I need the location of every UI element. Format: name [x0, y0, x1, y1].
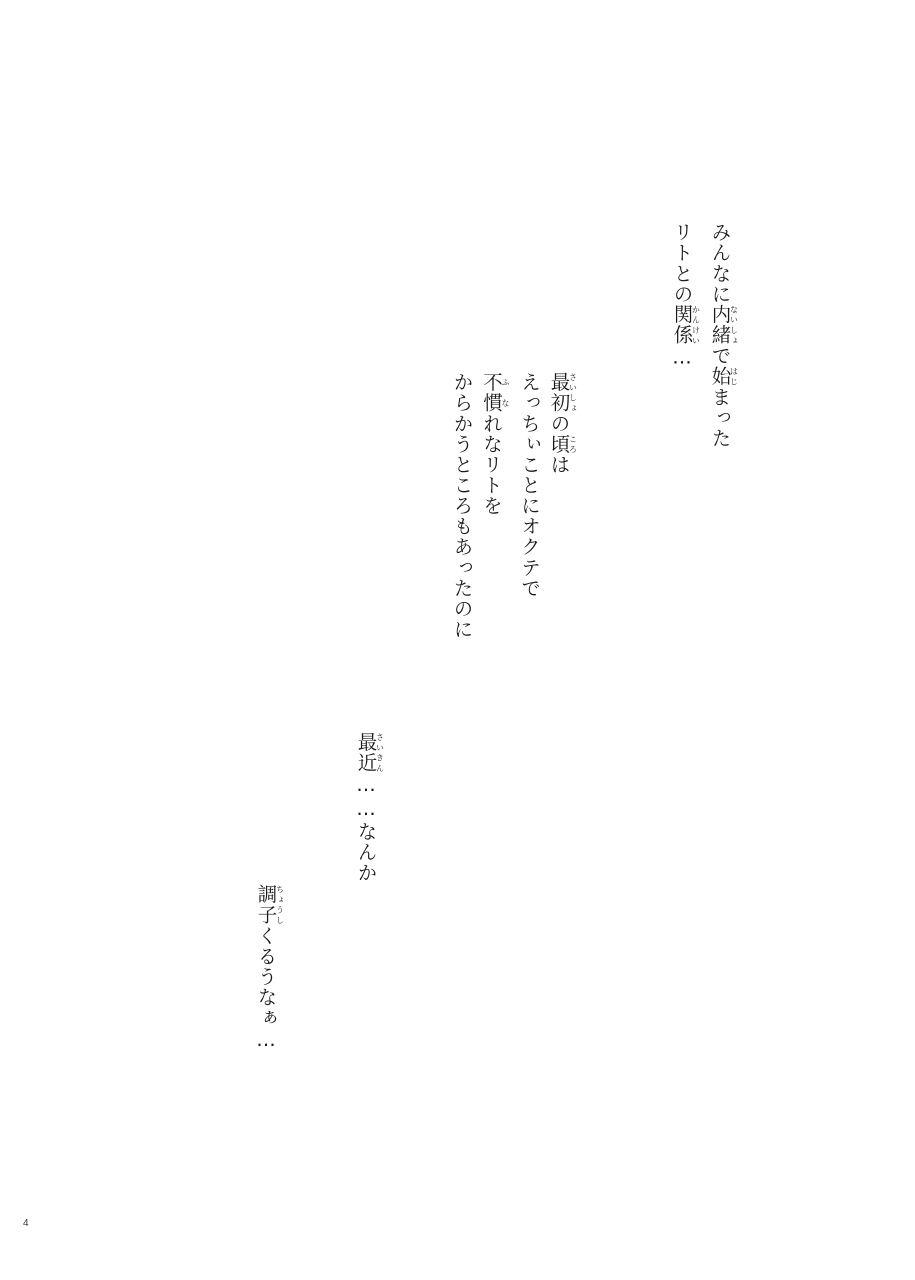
text-line	[520, 372, 540, 639]
ruby-koro: 頃ころ	[547, 433, 578, 455]
furigana: さいしょ	[568, 372, 578, 414]
text-line	[356, 732, 384, 883]
line-segment: えっちぃことにオクテで	[518, 372, 541, 599]
line-segment: まった	[708, 386, 732, 449]
line-segment: からかうところもあったのに	[450, 372, 474, 640]
furigana: ちょうし	[275, 884, 285, 926]
furigana: ふな	[501, 372, 510, 414]
line-segment: の	[547, 413, 571, 434]
ruby-funa: 不慣ふな	[480, 372, 510, 414]
line-segment: は	[547, 454, 571, 475]
ruby-saikin: 最近さいきん	[354, 732, 385, 774]
line-segment: …	[670, 345, 694, 370]
line-segment: リトとの	[670, 222, 694, 305]
furigana: かんけい	[691, 304, 701, 346]
text-block-mood	[256, 884, 284, 1052]
line-segment: みんなに	[708, 222, 732, 305]
text-line	[452, 372, 472, 639]
line-segment: くるうなぁ…	[254, 925, 278, 1053]
line-segment: で	[708, 345, 732, 367]
ruby-saisho: 最初さいしょ	[547, 372, 578, 414]
text-line	[710, 222, 738, 448]
text-block-intro	[672, 222, 738, 448]
ruby-choushi: 調子ちょうし	[254, 884, 285, 926]
text-line	[482, 372, 510, 639]
page-number: 4	[23, 1218, 29, 1229]
furigana: ころ	[568, 433, 578, 455]
furigana: はじ	[729, 366, 739, 387]
text-line	[672, 222, 700, 448]
ruby-kankei: 関係かんけい	[670, 304, 701, 346]
line-segment: れなリトを	[480, 413, 503, 517]
text-block-past	[452, 372, 577, 639]
text-line	[549, 372, 577, 639]
text-line	[256, 884, 284, 1052]
furigana: ないしょ	[729, 304, 739, 346]
text-block-recent	[356, 732, 384, 883]
line-segment: ……なんか	[354, 773, 378, 884]
ruby-naisho: 内緒ないしょ	[708, 304, 739, 346]
furigana: さいきん	[375, 732, 385, 774]
ruby-haji: 始はじ	[708, 366, 739, 387]
